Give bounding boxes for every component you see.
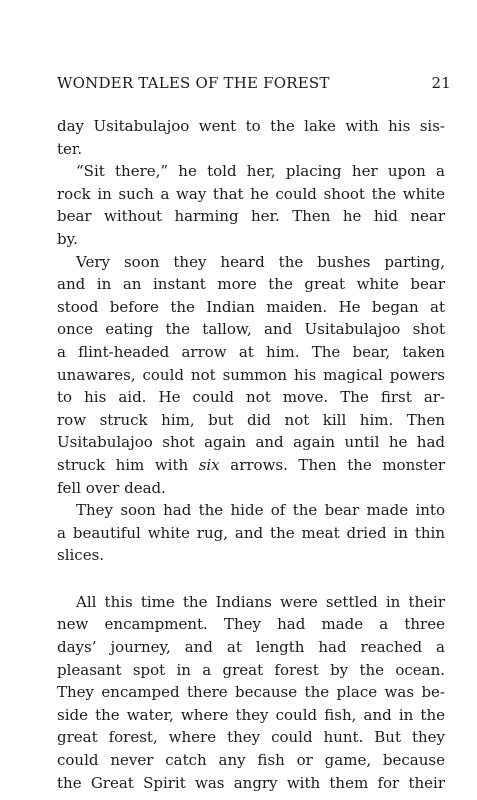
- text-line: unawares, could not summon his magical powers: [57, 365, 445, 384]
- text-line: Usitabulajoo shot again and again until he had: [57, 433, 445, 452]
- text-line: Very soon they heard the bushes parting,: [76, 252, 445, 271]
- text-line: slices.: [57, 546, 105, 565]
- text-line: side the water, where they could fish, and in the: [57, 705, 445, 724]
- text-line: great forest, where they could hunt. But they: [57, 728, 445, 747]
- text-line: to his aid. He could not move. The first ar-: [57, 388, 445, 407]
- text-line: a beautiful white rug, and the meat dried in thin: [57, 523, 445, 542]
- text-line: once eating the tallow, and Usitabulajoo shot: [57, 320, 445, 339]
- text-line: struck him with six arrows. Then the monster: [57, 455, 446, 474]
- text-line: pleasant spot in a great forest by the ocean.: [57, 660, 445, 679]
- text-line: “Sit there,” he told her, placing her upon a: [76, 162, 445, 181]
- text-line: They soon had the hide of the bear made into: [76, 501, 445, 520]
- text-line: and in an instant more the great white bear: [57, 275, 445, 294]
- paragraph: [57, 160, 445, 250]
- text-line: All this time the Indians were settled in their: [76, 592, 445, 611]
- text-line: bear without harming her. Then he hid near: [57, 207, 445, 226]
- text-line: by.: [57, 229, 78, 248]
- text-line: the Great Spirit was angry with them for their: [57, 773, 445, 792]
- text-line: could never catch any fish or game, because: [57, 751, 445, 770]
- text-line: day Usitabulajoo went to the lake with his sis-: [57, 117, 445, 135]
- text-line: fell over dead.: [57, 478, 166, 497]
- running-title: WONDER TALES OF THE FOREST: [57, 74, 330, 92]
- body-text: [57, 115, 445, 794]
- page-number: 21: [431, 74, 451, 92]
- text-line: rock in such a way that he could shoot the white: [57, 184, 445, 203]
- text-line: a flint-headed arrow at him. The bear, taken: [57, 342, 445, 361]
- text-line: row struck him, but did not kill him. Then: [57, 410, 445, 429]
- section-break: [57, 567, 445, 591]
- paragraph: [57, 115, 445, 160]
- paragraph: [57, 251, 445, 500]
- paragraph: [57, 591, 445, 794]
- text-line: days’ journey, and at length had reached a: [57, 638, 445, 657]
- text-line: new encampment. They had made a three: [57, 615, 445, 634]
- text-line: They encamped there because the place was be-: [57, 683, 445, 702]
- text-line: stood before the Indian maiden. He began at: [57, 297, 445, 316]
- paragraph: [57, 499, 445, 567]
- text-line: ter.: [57, 139, 83, 158]
